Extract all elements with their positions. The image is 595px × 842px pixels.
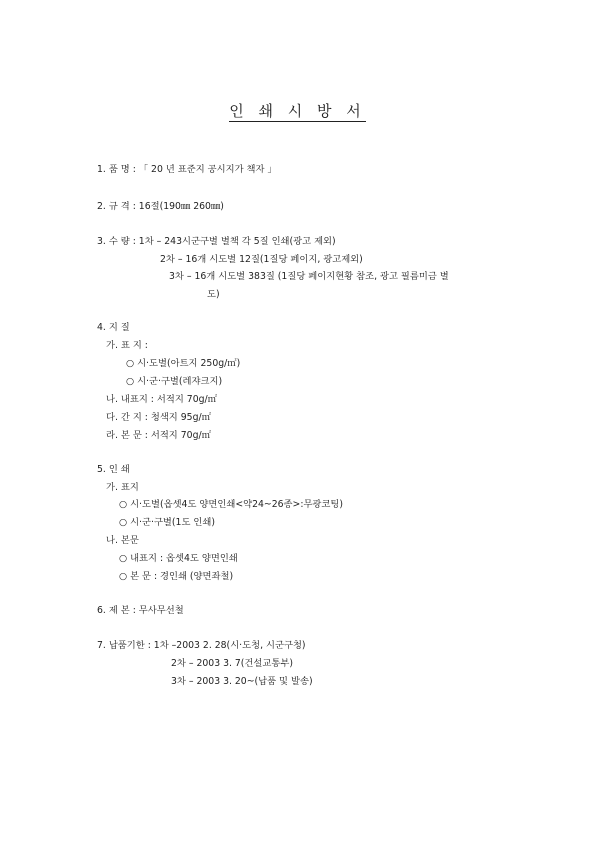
item-7-deadline-line-2: 2차 – 2003 3. 7(건설교통부)	[171, 658, 293, 669]
item-4-cover-city: ○ 시·군·구별(레쟈크지)	[126, 376, 223, 387]
item-5-body-inner-cover: ○ 내표지 : 옵셋4도 양면인쇄	[119, 553, 238, 564]
item-4-inner-cover: 나. 내표지 : 서적지 70g/㎡	[106, 394, 217, 405]
item-3-quantity-line-1: 3. 수 량 : 1차 – 243시군구별 별책 각 5질 인쇄(광고 제외)	[97, 236, 336, 247]
item-4-divider: 다. 간 지 : 청색지 95g/㎡	[106, 412, 211, 423]
item-7-deadline-line-1: 7. 납품기한 : 1차 –2003 2. 28(시·도청, 시군구청)	[97, 640, 306, 651]
item-5-body: 나. 본문	[106, 535, 139, 546]
item-4-paper-heading: 4. 지 질	[97, 322, 130, 333]
item-3-quantity-line-4: 도)	[207, 289, 220, 300]
document-title-text: 인 쇄 시 방 서	[229, 102, 366, 120]
item-7-deadline-line-3: 3차 – 2003 3. 20~(납품 및 발송)	[171, 676, 313, 687]
item-5-body-text: ○ 본 문 : 경인쇄 (양면좌철)	[119, 571, 234, 582]
item-2-size: 2. 규 격 : 16절(190㎜ 260㎜)	[97, 201, 224, 212]
document-title	[0, 100, 595, 121]
item-5-cover-province: ○ 시·도별(옵셋4도 양면인쇄<약24~26종>:무광코팅)	[119, 499, 344, 510]
item-4-cover: 가. 표 지 :	[106, 340, 148, 351]
item-3-quantity-line-2: 2차 – 16개 시도별 12질(1질당 페이지, 광고제외)	[160, 254, 363, 265]
item-5-cover-city: ○ 시·군·구별(1도 인쇄)	[119, 517, 215, 528]
item-4-cover-province: ○ 시·도별(아트지 250g/㎡)	[126, 358, 241, 369]
item-6-binding: 6. 제 본 : 무사무선철	[97, 605, 184, 616]
item-5-printing-heading: 5. 인 쇄	[97, 464, 130, 475]
item-4-body: 라. 본 문 : 서적지 70g/㎡	[106, 430, 211, 441]
item-5-cover: 가. 표지	[106, 482, 139, 493]
item-3-quantity-line-3: 3차 – 16개 시도별 383질 (1질당 페이지현황 참조, 광고 필름미금 별	[169, 271, 449, 282]
item-1-product-name: 1. 품 명 : 「 20 년 표준지 공시지가 책자 」	[97, 164, 277, 175]
